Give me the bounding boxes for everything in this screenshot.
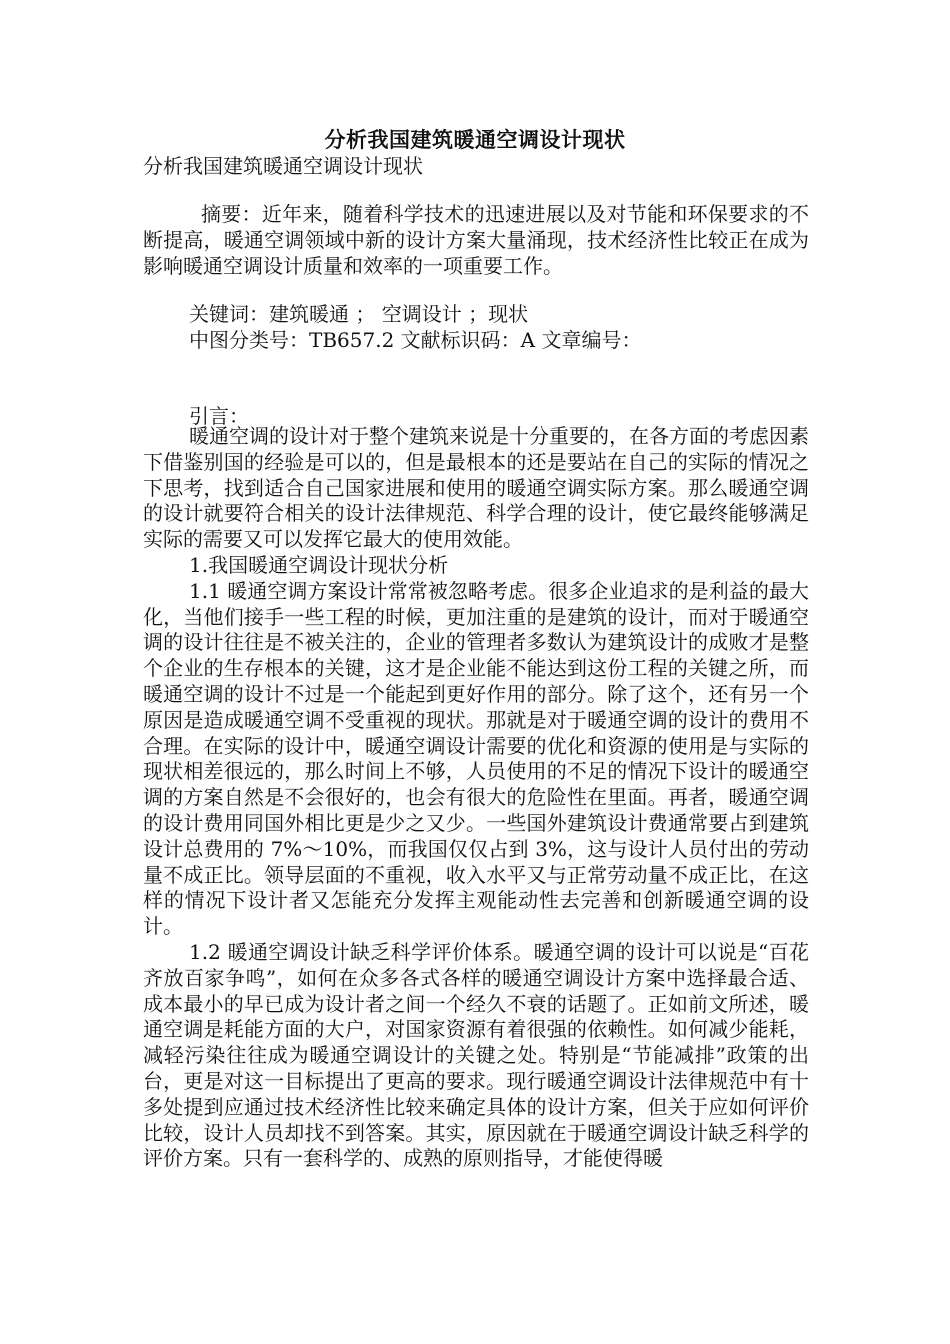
- document-title: 分析我国建筑暖通空调设计现状: [324, 127, 626, 152]
- abstract-paragraph: 摘要：近年来，随着科学技术的迅速进展以及对节能和环保要求的不断提高，暖通空调领域中新的设计方案大量涌现，技术经济性比较正在成为影响暖通空调设计质量和效率的一项重要工作。: [143, 202, 809, 278]
- section-paragraph-1-1: 1.1 暖通空调方案设计常常被忽略考虑。很多企业追求的是利益的最大化，当他们接手一些工程的时候，更加注重的是建筑的设计，而对于暖通空调的设计往往是不被关注的，企业的管理者多数认为建筑设计的成败才是整个企业的生存根本的关键，这才是企业能不能达到这份工程的关键之所，而暖通空调的设计不过是一个能起到更好作用的部分。除了这个，还有另一个原因是造成暖通空调不受重视的现状。那就是对于暖通空调的设计的费用不合理。在实际的设计中，暖通空调设计需要的优化和资源的使用是与实际的现状相差很远的，那么时间上不够，人员使用的不足的情况下设计的暖通空调的方案自然是不会很好的，也会有很大的危险性在里面。再者，暖通空调的设计费用同国外相比更是少之又少。一些国外建筑设计费通常要占到建筑设计总费用的 7%～10%，而我国仅仅占到 3%，这与设计人员付出的劳动量不成正比。领导层面的不重视，收入水平又与正常劳动量不成正比，在这样的情况下设计者又怎能充分发挥主观能动性去完善和创新暖通空调的设计。: [143, 578, 809, 939]
- section-paragraph-1-2: 1.2 暖通空调设计缺乏科学评价体系。暖通空调的设计可以说是“百花齐放百家争鸣”，如何在众多各式各样的暖通空调设计方案中选择最合适、成本最小的早已成为设计者之间一个经久不衰的话题了。正如前文所述，暖通空调是耗能方面的大户，对国家资源有着很强的依赖性。如何减少能耗，减轻污染往往成为暖通空调设计的关键之处。特别是“节能减排”政策的出台，更是对这一目标提出了更高的要求。现行暖通空调设计法律规范中有十多处提到应通过技术经济性比较来确定具体的设计方案，但关于应如何评价比较，设计人员却找不到答案。其实，原因就在于暖通空调设计缺乏科学的评价方案。只有一套科学的、成熟的原则指导，才能使得暖: [143, 939, 809, 1171]
- keywords-line: 关键词：建筑暖通 ； 空调设计 ；现状: [189, 302, 529, 326]
- introduction-label: 引言：: [189, 404, 249, 428]
- document-subtitle: 分析我国建筑暖通空调设计现状: [143, 154, 423, 178]
- intro-paragraph: 暖通空调的设计对于整个建筑来说是十分重要的，在各方面的考虑因素下借鉴别国的经验是可以的，但是最根本的还是要站在自己的实际的情况之下思考，找到适合自己国家进展和使用的暖通空调实际方案。那么暖通空调的设计就要符合相关的设计法律规范、科学合理的设计，使它最终能够满足实际的需要又可以发挥它最大的使用效能。: [143, 424, 809, 552]
- main-body: [143, 424, 809, 1172]
- section-heading-1: 1.我国暖通空调设计现状分析: [189, 552, 449, 577]
- classification-line: 中图分类号：TB657.2 文献标识码：A 文章编号：: [189, 328, 642, 352]
